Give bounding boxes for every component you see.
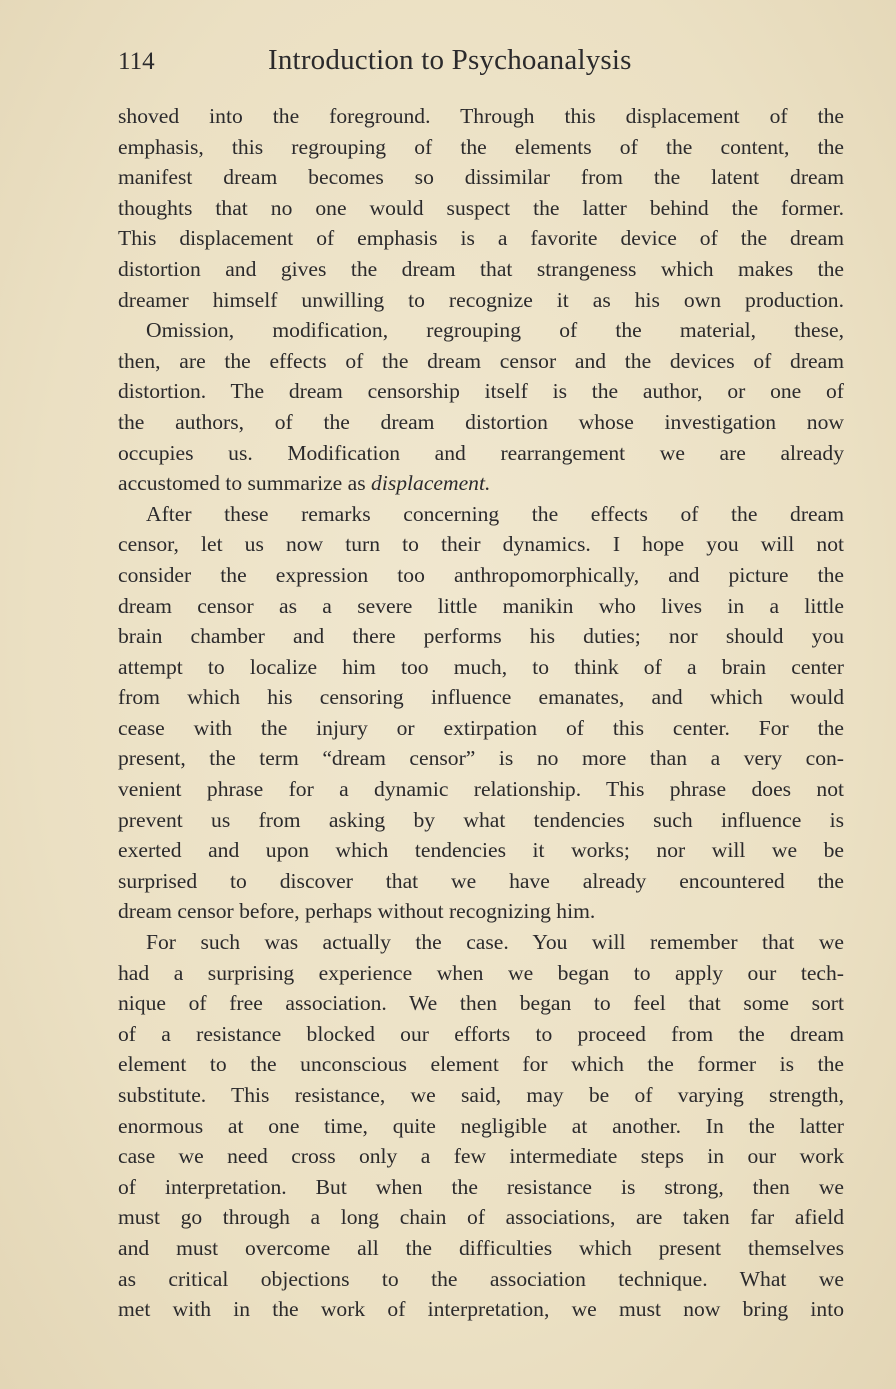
paragraph-4	[118, 927, 844, 1325]
text-line: occupies us. Modification and rearrangement we are already	[118, 440, 844, 465]
text-line: prevent us from asking by what tendencies such influence is	[118, 807, 844, 832]
text-line: from which his censoring influence emanates, and which would	[118, 685, 844, 710]
text-line: present, the term “dream censor” is no more than a very con-	[118, 746, 844, 771]
text-line: the authors, of the dream distortion whose investigation now	[118, 409, 844, 434]
body-text	[118, 101, 844, 1325]
text-line: dream censor as a severe little manikin who lives in a little	[118, 593, 844, 618]
text-run: accustomed to summarize as	[118, 471, 372, 496]
text-line: cease with the injury or extirpation of this center. For the	[118, 715, 844, 740]
text-line: exerted and upon which tendencies it works; nor will we be	[118, 838, 844, 863]
text-line: attempt to localize him too much, to think of a brain center	[118, 654, 844, 679]
text-line: element to the unconscious element for which the former is the	[118, 1052, 844, 1077]
text-line: must go through a long chain of associations, are taken far afield	[118, 1205, 844, 1230]
running-title: Introduction to Psychoanalysis	[268, 44, 632, 76]
text-line: enormous at one time, quite negligible at another. In the latter	[118, 1113, 844, 1138]
text-line: After these remarks concerning the effects of the dream	[146, 501, 844, 526]
text-line: distortion. The dream censorship itself is the author, or one of	[118, 379, 844, 404]
paragraph-1	[118, 101, 844, 315]
text-line: then, are the effects of the dream censor and the devices of dream	[118, 348, 844, 373]
page-number: 114	[118, 48, 155, 75]
running-head	[118, 44, 844, 80]
paragraph-3	[118, 499, 844, 927]
text-line: manifest dream becomes so dissimilar from the latent dream	[118, 165, 844, 190]
text-line: For such was actually the case. You will remember that we	[146, 930, 844, 955]
text-line: thoughts that no one would suspect the latter behind the former.	[118, 195, 844, 220]
paragraph-2	[118, 315, 844, 499]
text-line: case we need cross only a few intermediate steps in our work	[118, 1144, 844, 1169]
text-line: substitute. This resistance, we said, may be of varying strength,	[118, 1083, 844, 1107]
text-line: had a surprising experience when we began to apply our tech-	[118, 960, 844, 985]
text-line: Omission, modification, regrouping of the material, these,	[146, 318, 844, 343]
text-line: of interpretation. But when the resistance is strong, then we	[118, 1174, 844, 1199]
text-line: brain chamber and there performs his duties; nor should you	[118, 624, 844, 649]
text-line: met with in the work of interpretation, we must now bring into	[118, 1297, 844, 1322]
text-line: as critical objections to the association technique. What we	[118, 1266, 844, 1291]
text-line: surprised to discover that we have already encountered the	[118, 868, 844, 893]
text-line: censor, let us now turn to their dynamics. I hope you will not	[118, 532, 844, 557]
text-line: venient phrase for a dynamic relationship. This phrase does not	[118, 777, 844, 802]
text-line: of a resistance blocked our efforts to proceed from the dream	[118, 1021, 844, 1046]
text-line: distortion and gives the dream that strangeness which makes the	[118, 256, 844, 281]
text-line: shoved into the foreground. Through this displacement of the	[118, 104, 844, 128]
text-line: and must overcome all the difficulties which present themselves	[118, 1235, 844, 1260]
italic-term: displacement.	[371, 471, 491, 496]
text-line: consider the expression too anthropomorphically, and picture the	[118, 562, 844, 587]
text-line: dream censor before, perhaps without recognizing him.	[118, 899, 596, 924]
text-line: nique of free association. We then began to feel that some sort	[118, 991, 844, 1016]
text-line: dreamer himself unwilling to recognize it as his own production.	[118, 287, 844, 312]
text-line-last	[118, 468, 844, 499]
text-line: This displacement of emphasis is a favorite device of the dream	[118, 226, 844, 251]
text-line: emphasis, this regrouping of the elements of the content, the	[118, 134, 844, 159]
